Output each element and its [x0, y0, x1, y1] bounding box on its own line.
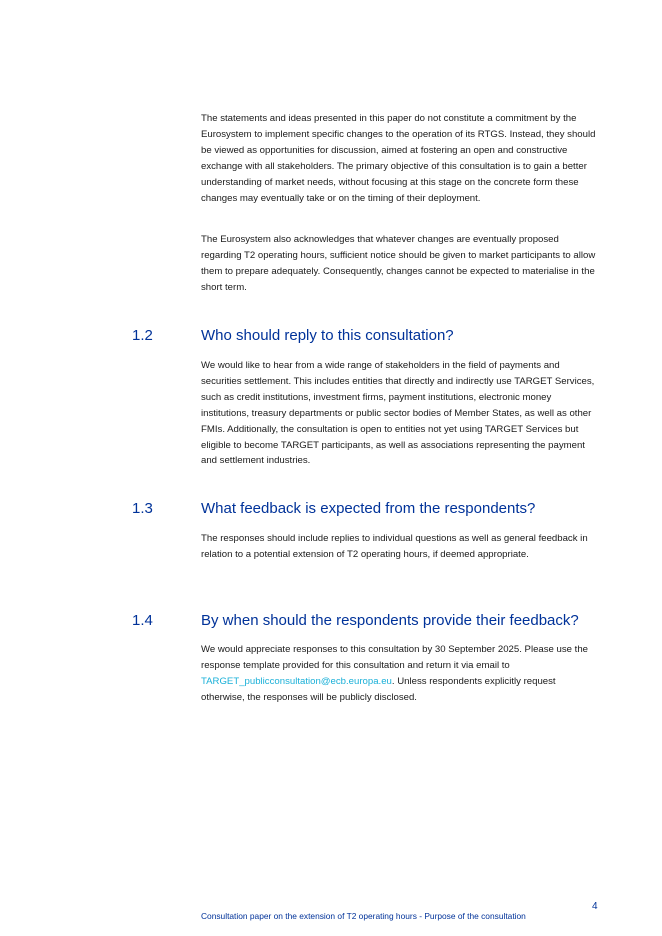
- section-1-4-body-end: . Unless respondents explicitly request otherwise, the responses will be publicly disclosed.: [201, 675, 556, 703]
- section-1-2-body: We would like to hear from a wide range of stakeholders in the field of payments and securities settlement. This includes entities that directly and indirectly use TARGET Services, such as credit institutions, investment firms, payment institutions, electronic money institutions, treasury departments or public sector bodies of Member States, as well as other FMIs. Additionally, the consultation is open to entities not yet using TARGET Services but eligible to become TARGET participants, as well as associations representing the payment and settlement industries.: [201, 360, 595, 467]
- section-1-4-body: [201, 642, 601, 706]
- consultation-email-link[interactable]: TARGET_publicconsultation@ecb.europa.eu: [201, 675, 392, 687]
- section-1-3-number: 1.3: [132, 500, 153, 517]
- section-1-2-heading: Who should reply to this consultation?: [201, 327, 454, 344]
- section-1-3-heading: What feedback is expected from the respondents?: [201, 500, 536, 517]
- page-number: 4: [592, 901, 598, 912]
- section-1-4-body-start: We would appreciate responses to this consultation by 30 September 2025. Please use the response template provided for this consultation and return it via email to: [201, 644, 589, 671]
- section-1-3-body: The responses should include replies to individual questions as well as general feedback in relation to a potential extension of T2 operating hours, if deemed appropriate.: [201, 533, 588, 560]
- section-1-4-heading: By when should the respondents provide their feedback?: [201, 612, 579, 629]
- intro-paragraph-1: The statements and ideas presented in this paper do not constitute a commitment by the Eurosystem to implement specific changes to the operation of its RTGS. Instead, they should be viewed as opportunities for discussion, aimed at fostering an open and constructive exchange with all stakeholders. The primary objective of this consultation is to gain a better understanding of market needs, without focusing at this stage on the concrete form these changes may eventually take or on the timing of their deployment.: [201, 113, 596, 204]
- footer-title: Consultation paper on the extension of T2 operating hours - Purpose of the consultation: [201, 911, 526, 921]
- intro-paragraph-2: The Eurosystem also acknowledges that whatever changes are eventually proposed regarding T2 operating hours, sufficient notice should be given to market participants to allow them to prepare adequately. Consequently, changes cannot be expected to materialise in the short term.: [201, 234, 596, 293]
- section-1-4-number: 1.4: [132, 612, 153, 629]
- section-1-2-number: 1.2: [132, 327, 153, 344]
